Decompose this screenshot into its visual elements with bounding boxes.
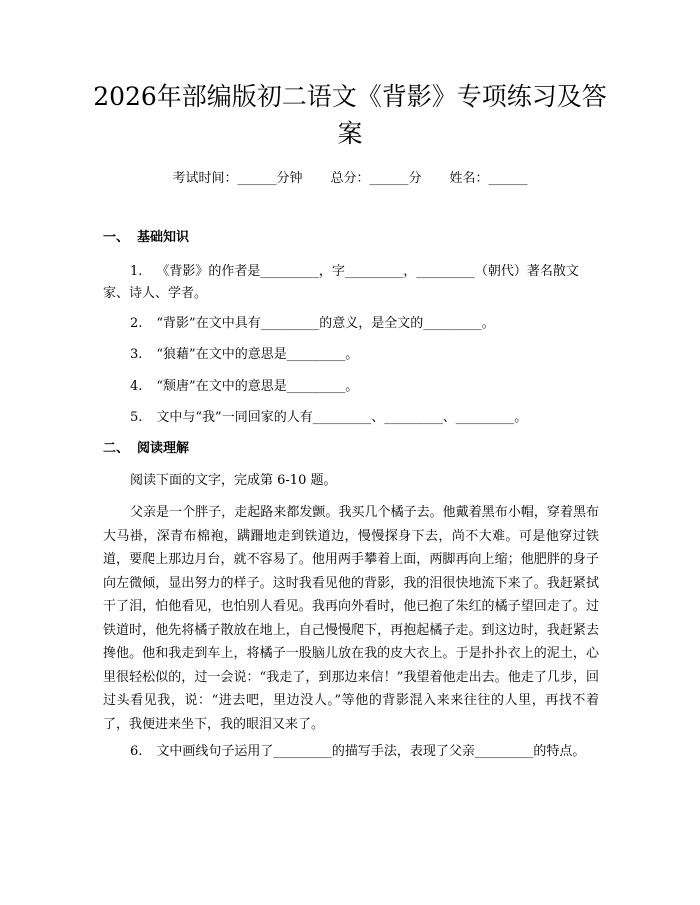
question-5 <box>103 407 599 429</box>
document-title: 2026年部编版初二语文《背影》专项练习及答案 <box>93 82 607 148</box>
question-number: 3. <box>130 347 143 362</box>
section-number: 二、 <box>103 441 130 456</box>
question-text: “颓唐”在文中的意思是_________。 <box>156 379 359 394</box>
question-number: 1. <box>130 264 143 279</box>
question-number: 6. <box>130 744 143 759</box>
section-heading-basic <box>103 229 189 247</box>
section-heading-reading <box>103 440 189 458</box>
question-text: 《背影》的作者是_________，字_________，_________（朝代）著名散文家、诗人、学者。 <box>103 264 579 301</box>
question-text: “背影”在文中具有_________的意义，是全文的_________。 <box>156 316 495 331</box>
exam-name: 姓名：______ <box>449 171 528 186</box>
exam-info <box>0 170 700 188</box>
section-title: 基础知识 <box>137 230 190 245</box>
section-title: 阅读理解 <box>137 441 190 456</box>
question-text: 文中与“我”一同回家的人有_________、_________、_________。 <box>156 410 528 425</box>
question-number: 2. <box>130 316 143 331</box>
question-6 <box>103 741 599 763</box>
section-number: 一、 <box>103 230 130 245</box>
reading-passage: 父亲是一个胖子，走起路来都发颤。我买几个橘子去。他戴着黑布小帽，穿着黑布大马褂，深青布棉袍，蹒跚地走到铁道边，慢慢探身下去，尚不大难。可是他穿过铁道，要爬上那边月台，就不容易了。他用两手攀着上面，两脚再向上缩；他肥胖的身子向左微倾，显出努力的样子。这时我看见他的背影，我的泪很快地流下来了。我赶紧拭干了泪，怕他看见，也怕别人看见。我再向外看时，他已抱了朱红的橘子望回走了。过铁道时，他先将橘子散放在地上，自己慢慢爬下，再抱起橘子走。到这边时，我赶紧去搀他。他和我走到车上，将橘子一股脑儿放在我的皮大衣上。于是扑扑衣上的泥土，心里很轻松似的，过一会说：“我走了，到那边来信！”我望着他走出去。他走了几步，回过头看见我，说：“进去吧，里边没人。”等他的背影混入来来往往的人里，再找不着了，我便进来坐下，我的眼泪又来了。 <box>103 505 599 732</box>
exam-score: 总分：______分 <box>330 171 422 186</box>
question-text: 文中画线句子运用了_________的描写手法，表现了父亲_________的特点。 <box>156 744 586 759</box>
question-text: “狼藉”在文中的意思是_________。 <box>156 347 359 362</box>
question-2 <box>103 313 599 335</box>
question-1 <box>103 261 599 305</box>
exam-time: 考试时间：______分钟 <box>172 171 303 186</box>
question-number: 5. <box>130 410 143 425</box>
question-3 <box>103 344 599 366</box>
question-number: 4. <box>130 379 143 394</box>
question-4 <box>103 376 599 398</box>
reading-intro: 阅读下面的文字，完成第 6-10 题。 <box>130 473 337 488</box>
